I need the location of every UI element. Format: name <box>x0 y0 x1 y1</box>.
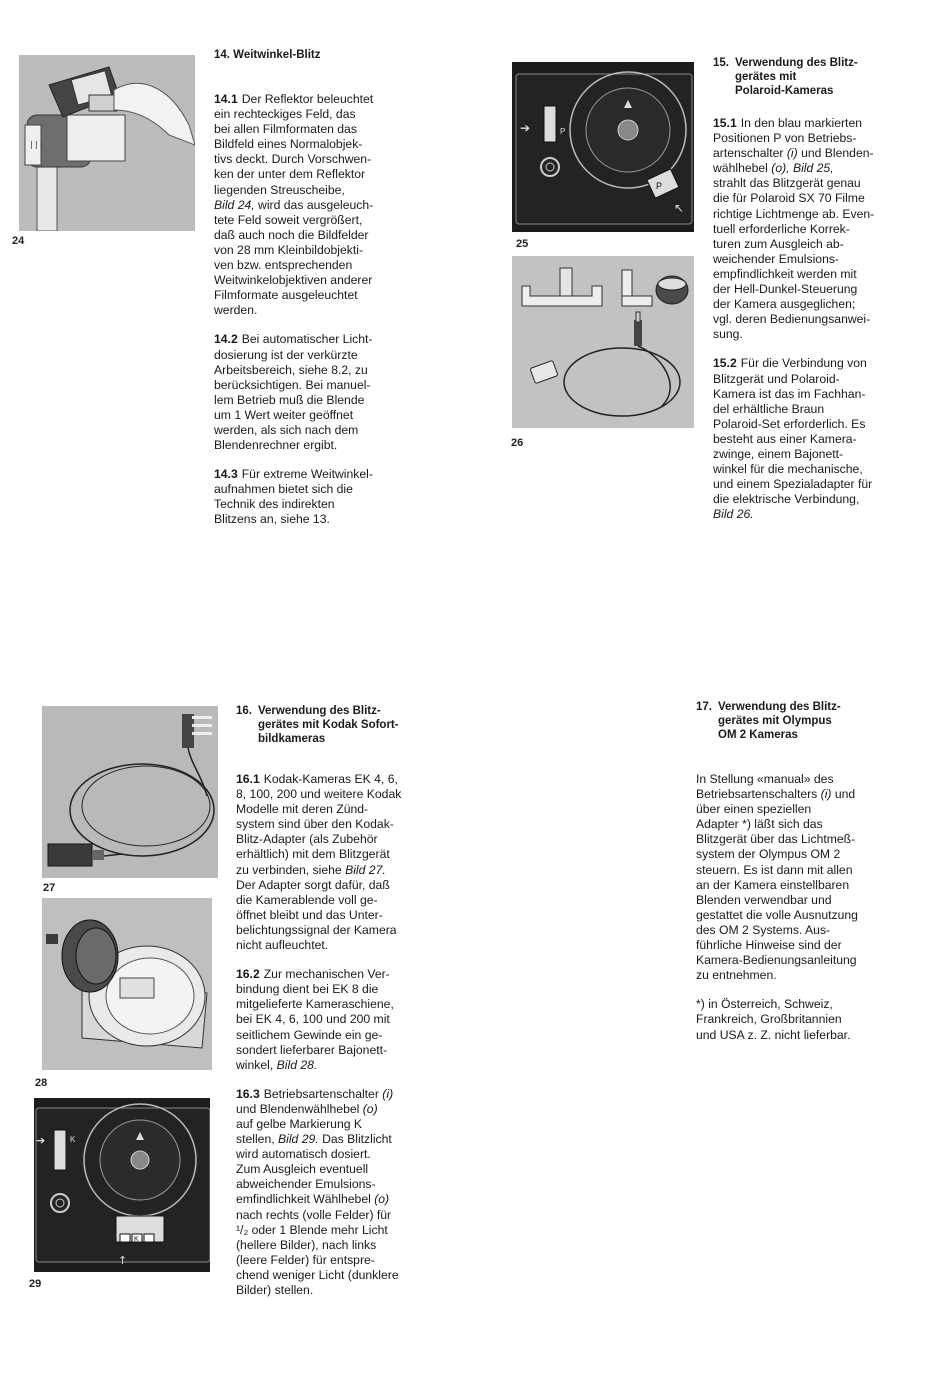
svg-text:↖: ↖ <box>674 201 685 215</box>
section-heading: 14. Weitwinkel-Blitz <box>214 49 321 61</box>
paragraph-15-1: 15.1 In den blau markierten Positionen P von Betriebs- artenschalter (i) und Blenden- wählhebel (o), Bild 25, strahlt das Blitzgerät genau die für Polaroid SX 70 Filme richtige Lichtmenge ab. Even- tuell erforderliche Korrek- turen zum Ausgleich ab- weichender Emulsions- empfindlichkeit werden mit der Hell-Dunkel-Steuerung der Kamera ausgeglichen; vgl. deren Bedienungsanwei- sung. <box>713 116 875 342</box>
figure-27-image <box>42 706 218 878</box>
paragraph-16-2: 16.2 Zur mechanischen Ver- bindung dient bei EK 8 die mitgelieferte Kameraschiene, bei EK 4, 6, 100 und 200 mit seitlichem Gewinde ein ge- sondert lieferbarer Bajonett- winkel, Bild 28. <box>236 967 394 1072</box>
section-heading: 16. Verwendung des Blitz- gerätes mit Kodak Sofort- bildkameras <box>236 705 399 745</box>
svg-text:|||: ||| <box>29 140 44 149</box>
figure-number: 29 <box>29 1278 42 1290</box>
figure-24-image <box>19 55 195 231</box>
svg-text:↑: ↑ <box>118 1254 128 1267</box>
figure-reference: (o), Bild 25, <box>771 161 834 176</box>
kodak-adapter-cable-icon <box>42 706 218 878</box>
section-17 <box>696 700 906 1057</box>
figure-number: 28 <box>35 1077 48 1089</box>
polaroid-set-bracket-cable-icon <box>512 256 694 428</box>
svg-text:➔: ➔ <box>520 121 531 135</box>
figure-reference: Bild 26. <box>713 507 754 522</box>
paragraph-16-1: 16.1 Kodak-Kameras EK 4, 6, 8, 100, 200 und weitere Kodak Modelle mit deren Zünd- system sind über den Kodak- Blitz-Adapter (als Zubehör erhältlich) mit dem Blitzgerät zu verbinden, siehe Bild 27. Der Adapter sorgt dafür, daß die Kamerablende voll ge- öffnet bleibt und das Unter- belichtungssignal der Kamera nicht aufleuchtet. <box>236 772 402 953</box>
section-14 <box>214 48 414 542</box>
polaroid-dial-panel-icon <box>512 62 694 232</box>
svg-text:P: P <box>656 181 663 191</box>
figure-number: 25 <box>516 238 529 250</box>
control-reference: (o) <box>374 1192 390 1207</box>
figure-25-image <box>512 62 694 232</box>
figure-reference: Bild 29. <box>278 1132 319 1147</box>
section-15 <box>713 56 913 536</box>
svg-text:K: K <box>70 1135 76 1144</box>
control-reference: (i) <box>382 1086 394 1101</box>
section-heading: 15. Verwendung des Blitz- gerätes mit Polaroid-Kameras <box>713 57 858 97</box>
flash-reflector-hand-icon <box>19 55 195 231</box>
svg-text:K: K <box>134 1236 139 1243</box>
svg-text:➔: ➔ <box>36 1134 46 1147</box>
figure-28-image <box>42 898 212 1070</box>
footnote: *) in Österreich, Schweiz, Frankreich, Großbritannien und USA z. Z. nicht lieferbar. <box>696 997 851 1042</box>
figure-reference: Bild 28. <box>276 1057 318 1072</box>
paragraph-16-3: 16.3 Betriebsartenschalter (i) und Blendenwählhebel (o) auf gelbe Markierung K stellen, Bild 29. Das Blitzlicht wird automatisch dosiert. Zum Ausgleich eventuell abweichender Emulsions- emfindlichkeit Wählhebel (o) nach rechts (volle Felder) für ¹/₂ oder 1 Blende mehr Licht (hellere Bilder), nach links (leere Felder) für entspre- chend weniger Licht (dunklere Bilder) stellen. <box>236 1086 399 1297</box>
figure-reference: Bild 24, <box>214 197 255 212</box>
paragraph-14-2: 14.2 Bei automatischer Licht- dosierung ist der verkürzte Arbeitsbereich, siehe 8.2, zu berücksichtigen. Bei manuel- lem Betrieb muß die Blende um 1 Wert weiter geöffnet werden, als sich nach dem Blendenrechner ergibt. <box>214 332 373 453</box>
figure-26-image <box>512 256 694 428</box>
paragraph-14-1: 14.1 Der Reflektor beleuchtet ein rechteckiges Feld, das bei allen Filmformaten das Bildfeld eines Normalobjek- tivs deckt. Durch Vorschwen- ken der unter dem Reflektor liegenden Streuscheibe, Bild 24, wird das ausgeleuch- tete Feld soweit vergrößert, daß auch noch die Bildfelder von 28 mm Kleinbildobjekti- ven bzw. entsprechenden Weitwinkelobjektiven anderer Filmformate ausgeleuchtet werden. <box>214 92 374 318</box>
figure-number: 26 <box>511 437 524 449</box>
figure-29-image <box>34 1098 210 1272</box>
section-heading: 17. Verwendung des Blitz- gerätes mit Olympus OM 2 Kameras <box>696 701 841 741</box>
kodak-dial-panel-icon <box>34 1098 210 1272</box>
paragraph-17: In Stellung «manual» des Betriebsartenschalters (i) und über einen speziellen Adapter *) läßt sich das Blitzgerät über das Lichtmeß- system der Olympus OM 2 steuern. Es ist dann mit allen an der Kamera einstellbaren Blenden verwendbar und gestattet die volle Ausnutzung des OM 2 Systems. Aus- führliche Hinweise sind der Kamera-Bedienungsanleitung zu entnehmen. <box>696 772 858 983</box>
figure-number: 24 <box>12 235 25 247</box>
fraction-half: ¹/₂ <box>236 1222 249 1237</box>
paragraph-14-3: 14.3 Für extreme Weitwinkel- aufnahmen bietet sich die Technik des indirekten Blitzens an, siehe 13. <box>214 467 373 527</box>
svg-text:P: P <box>560 127 566 136</box>
control-reference: (i) <box>786 146 798 161</box>
paragraph-15-2: 15.2 Für die Verbindung von Blitzgerät und Polaroid- Kamera ist das im Fachhan- del erhältliche Braun Polaroid-Set erforderlich. Es besteht aus einer Kamera- zwinge, einem Bajonett- winkel für die mechanische, und einem Spezialadapter für die elektrische Verbindung, Bild 26. <box>713 356 873 522</box>
figure-number: 27 <box>43 882 56 894</box>
figure-reference: Bild 27. <box>345 862 386 877</box>
section-16 <box>236 704 436 1312</box>
control-reference: (o) <box>362 1101 378 1116</box>
control-reference: (i) <box>820 787 832 802</box>
camera-rail-mount-icon <box>42 898 212 1070</box>
